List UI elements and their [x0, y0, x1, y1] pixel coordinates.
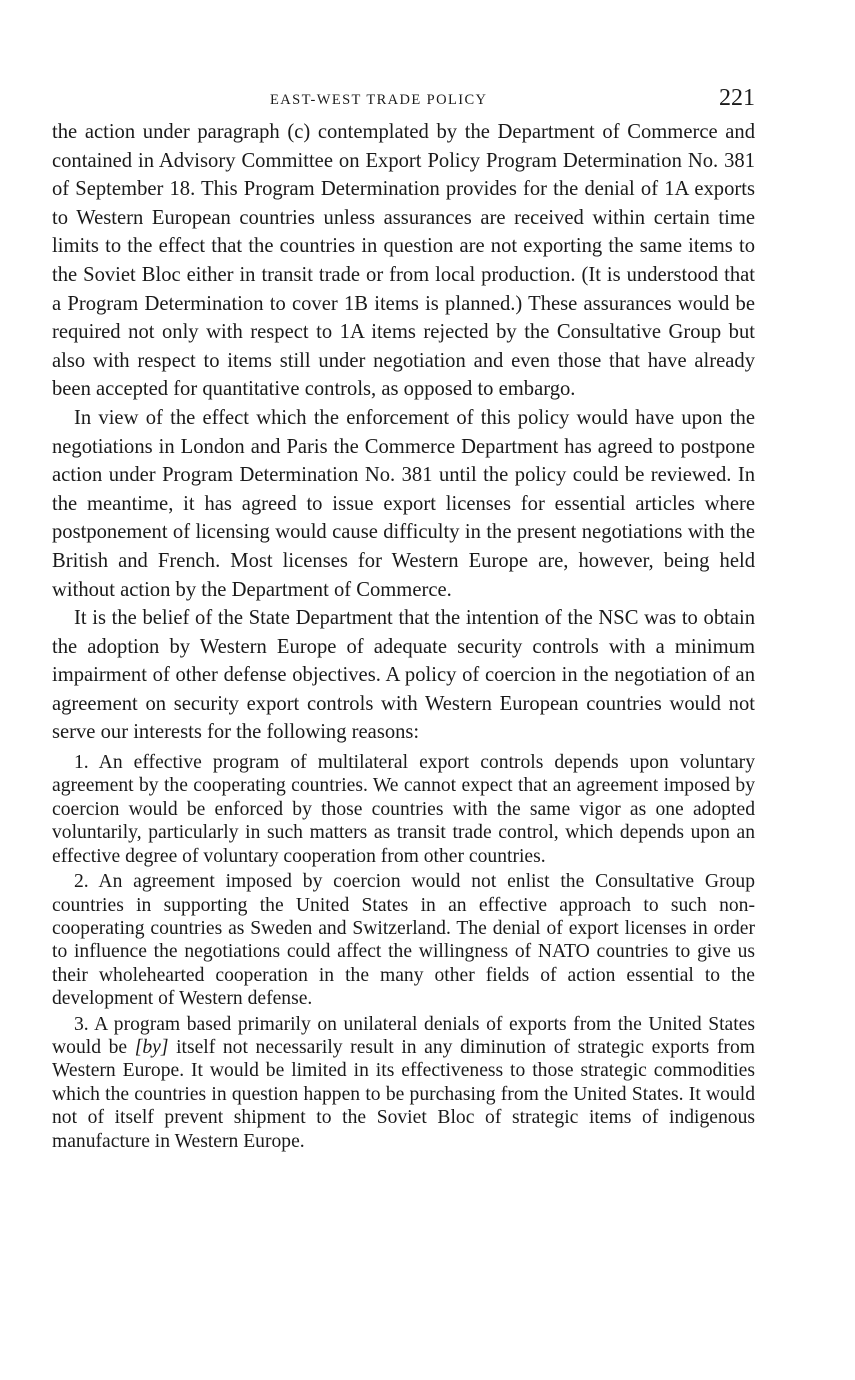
reason-text: itself not necessarily result in any diminution of strategic exports from Western Europe. It would be limited in its effectiveness to those strategic commodities which the countries in question happen to be purchasing from the United States. It would not of itself prevent shipment to the Soviet Bloc of strategic items of indigenous manufacture in Western Europe. [52, 1036, 755, 1152]
reason-text: 3. A program based primarily on unilateral denials of exports from the United States would be [52, 1013, 755, 1058]
page-number: 221 [719, 85, 755, 111]
body-text [52, 118, 755, 747]
reason-item [52, 1013, 755, 1153]
running-head: EAST-WEST TRADE POLICY [270, 92, 488, 108]
reason-item: 1. An effective program of multilateral export controls depends upon voluntary agreement by the cooperating countries. We cannot expect that an agreement imposed by coercion would be enforced by those countries with the same vigor as one adopted voluntarily, particularly in such matters as transit trade control, which depends upon an effective degree of voluntary cooperation from other countries. [52, 752, 755, 867]
paragraph: It is the belief of the State Department that the intention of the NSC was to obtain the adoption by Western Europe of adequate security controls with a minimum impairment of other defense objectives. A policy of coercion in the negotiation of an agreement on security export controls with Western European countries would not serve our interests for the following reasons: [52, 607, 755, 744]
paragraph: In view of the effect which the enforcement of this policy would have upon the negotiations in London and Paris the Commerce Department has agreed to postpone action under Program Determination No. 381 until the policy could be reviewed. In the meantime, it has agreed to issue export licenses for essential articles where postponement of licensing would cause difficulty in the present negotiations with the British and French. Most licenses for Western Europe are, however, being held without action by the Department of Commerce. [52, 406, 755, 601]
document-page [52, 84, 755, 1153]
paragraph-continued: the action under paragraph (c) contemplated by the Department of Commerce and contained in Advisory Committee on Export Policy Program Determination No. 381 of September 18. This Program Determination provides for the denial of 1A exports to Western European countries unless assurances are received within certain time limits to the effect that the countries in question are not exporting the same items to the Soviet Bloc either in transit trade or from local production. (It is understood that a Program Determination to cover 1B items is planned.) These assurances would be required not only with respect to 1A items rejected by the Consultative Group but also with respect to items still under negotiation and even those that have already been accepted for quantitative controls, as opposed to embargo. [52, 121, 755, 401]
numbered-reasons [52, 751, 755, 1153]
editorial-insertion: [by] [134, 1036, 169, 1058]
page-header [52, 84, 755, 118]
reason-item: 2. An agreement imposed by coercion would not enlist the Consultative Group countries in supporting the United States in an effective approach to such non-cooperating countries as Sweden and Switzerland. The denial of export licenses in order to influence the negotiations could affect the willingness of NATO countries to give us their wholehearted cooperation in the many other fields of action essential to the development of Western defense. [52, 871, 755, 1010]
